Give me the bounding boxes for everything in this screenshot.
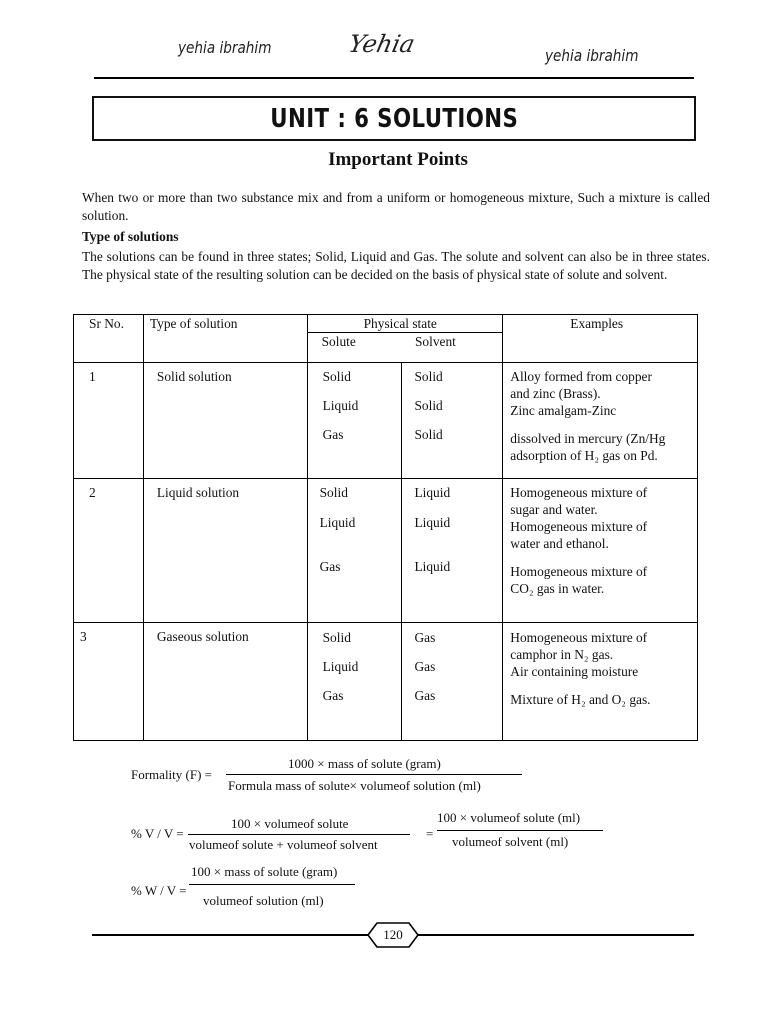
- vv-lhs: % V / V =: [131, 826, 184, 841]
- solvent-cell: Liquid: [414, 515, 451, 530]
- example-line: Mixture of H₂ and O₂ gas.: [510, 692, 651, 707]
- example-line: Homogeneous mixture of: [510, 519, 648, 534]
- wv-lhs: % W / V =: [131, 883, 187, 898]
- header-solute: Solute: [307, 333, 402, 363]
- row-sr: 1: [89, 369, 96, 384]
- vv-numerator-1: 100 × volumeof solute: [231, 816, 349, 831]
- solute-cell: Solid: [319, 485, 348, 500]
- example-line: camphor in N₂ gas.: [510, 647, 614, 662]
- section-subtitle: Important Points: [328, 149, 468, 170]
- unit-title-box: [92, 96, 696, 141]
- example-line: Homogeneous mixture of: [510, 485, 648, 500]
- formality-denominator: Formula mass of solute× volumeof solution (ml): [228, 778, 481, 793]
- solvent-cell: Gas: [414, 688, 436, 703]
- header-solvent: Solvent: [402, 333, 503, 363]
- row-type: Gaseous solution: [156, 629, 249, 644]
- row-sr: 2: [89, 485, 96, 500]
- example-line: dissolved in mercury (Zn/Hg: [510, 431, 666, 446]
- header-signature: Yehia: [346, 30, 418, 58]
- solvent-cell: Solid: [414, 427, 443, 442]
- solvent-cell: Gas: [414, 659, 436, 674]
- row-type: Liquid solution: [156, 485, 240, 500]
- solvent-cell: Solid: [414, 369, 443, 384]
- example-line: water and ethanol.: [510, 536, 609, 551]
- example-line: Homogeneous mixture of: [510, 630, 648, 645]
- solute-cell: Liquid: [319, 515, 356, 530]
- header-examples: Examples: [503, 315, 698, 363]
- solvent-cell: Liquid: [414, 559, 451, 574]
- wv-fraction-bar: [189, 884, 355, 885]
- page-number-badge: [367, 922, 419, 948]
- vv-fraction-bar-1: [188, 834, 410, 835]
- solvent-cell: Liquid: [414, 485, 451, 500]
- type-heading: Type of solutions: [82, 229, 179, 244]
- header-physical-state: Physical state: [307, 315, 503, 333]
- example-line: Zinc amalgam-Zinc: [510, 403, 617, 418]
- formality-fraction-bar: [226, 774, 522, 775]
- solvent-cell: Solid: [414, 398, 443, 413]
- solute-cell: Gas: [319, 559, 341, 574]
- solute-cell: Liquid: [322, 659, 359, 674]
- example-line: adsorption of H₂ gas on Pd.: [510, 448, 658, 463]
- vv-equals: =: [426, 826, 434, 841]
- intro-paragraph: When two or more than two substance mix and from a uniform or homogeneous mixture, Such a mixture is called solution.: [82, 190, 710, 223]
- vv-denominator-1: volumeof solute + volumeof solvent: [189, 837, 378, 852]
- wv-numerator: 100 × mass of solute (gram): [191, 864, 338, 879]
- solute-cell: Gas: [322, 688, 344, 703]
- header-author-right: yehia ibrahim: [545, 46, 639, 65]
- row-type: Solid solution: [156, 369, 232, 384]
- formality-numerator: 1000 × mass of solute (gram): [288, 756, 441, 771]
- solvent-cell: Gas: [414, 630, 436, 645]
- vv-numerator-2: 100 × volumeof solute (ml): [437, 810, 581, 825]
- header-sr: Sr No.: [74, 315, 144, 363]
- type-paragraph: The solutions can be found in three states; Solid, Liquid and Gas. The solute and solvent can also be in three states. The physical state of the resulting solution can be decided on the basis of physical state of solute and solvent.: [82, 249, 710, 282]
- vv-denominator-2: volumeof solvent (ml): [452, 834, 569, 849]
- example-line: Homogeneous mixture of: [510, 564, 648, 579]
- example-line: and zinc (Brass).: [510, 386, 601, 401]
- page-number: 120: [383, 927, 403, 942]
- table-row: [74, 363, 698, 479]
- table-row: [74, 623, 698, 741]
- example-line: sugar and water.: [510, 502, 598, 517]
- solute-cell: Liquid: [322, 398, 359, 413]
- example-line: Air containing moisture: [510, 664, 639, 679]
- vv-fraction-bar-2: [437, 830, 603, 831]
- formality-lhs: Formality (F) =: [131, 767, 212, 782]
- header-rule: [94, 77, 694, 79]
- header-type: Type of solution: [143, 315, 307, 363]
- row-sr: 3: [80, 629, 87, 644]
- example-line: Alloy formed from copper: [510, 369, 652, 384]
- unit-title: UNIT : 6 SOLUTIONS: [269, 103, 519, 134]
- solute-cell: Solid: [322, 630, 351, 645]
- example-line: CO₂ gas in water.: [510, 581, 605, 596]
- solute-cell: Gas: [322, 427, 344, 442]
- header-author-left: yehia ibrahim: [178, 38, 272, 57]
- solutions-table: [73, 314, 698, 741]
- table-row: [74, 479, 698, 623]
- wv-denominator: volumeof solution (ml): [203, 893, 324, 908]
- solute-cell: Solid: [322, 369, 351, 384]
